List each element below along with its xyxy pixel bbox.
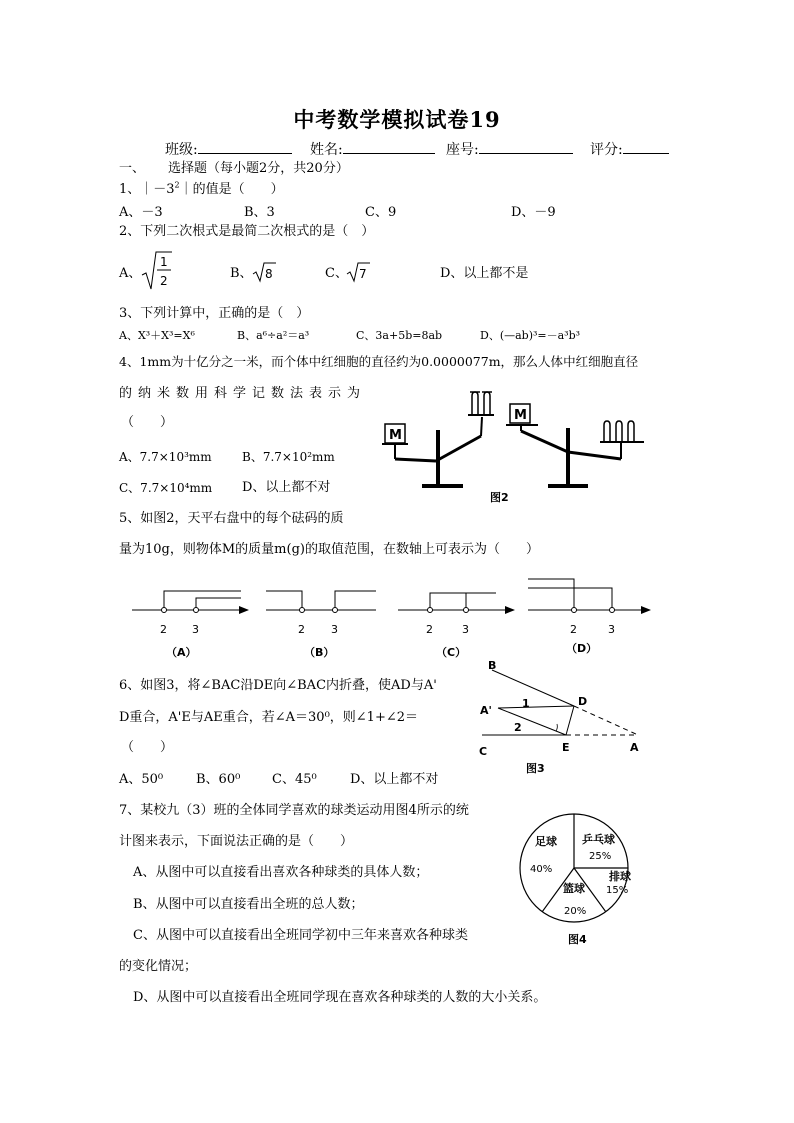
pie-pct-basketball: 20% bbox=[564, 906, 587, 917]
svg-text:A': A' bbox=[480, 704, 492, 717]
q7-option-c-cont: 的变化情况； bbox=[119, 959, 198, 974]
q1-option-d[interactable]: D、－9 bbox=[511, 205, 556, 220]
svg-text:（D）: （D） bbox=[566, 642, 598, 655]
q4-option-a[interactable]: A、7.7×10³mm bbox=[119, 450, 212, 464]
q6-option-b[interactable]: B、60⁰ bbox=[196, 772, 241, 787]
svg-text:2: 2 bbox=[570, 623, 577, 636]
q2-option-a[interactable]: A、 bbox=[119, 266, 142, 281]
svg-text:（B）: （B） bbox=[304, 646, 335, 659]
class-field[interactable]: 班级: bbox=[165, 139, 292, 159]
svg-text:8: 8 bbox=[265, 267, 273, 281]
q3-option-a[interactable]: A、X³＋X³=X⁶ bbox=[119, 329, 195, 342]
svg-text:D: D bbox=[578, 695, 588, 708]
q1-option-b[interactable]: B、3 bbox=[244, 205, 275, 220]
svg-text:2: 2 bbox=[298, 623, 305, 636]
q4-line1: 4、1mm为十亿分之一米，而个体中红细胞的直径约为0.0000077m，那么人体中红细胞直径 bbox=[119, 354, 639, 369]
section-number: 一、 bbox=[119, 161, 146, 176]
svg-text:2: 2 bbox=[514, 721, 522, 734]
q7-option-a[interactable]: A、从图中可以直接看出喜欢各种球类的具体人数； bbox=[133, 865, 429, 880]
svg-text:3: 3 bbox=[331, 623, 338, 636]
svg-text:2: 2 bbox=[426, 623, 433, 636]
q6-option-d[interactable]: D、以上都不对 bbox=[350, 772, 439, 787]
q7-option-b[interactable]: B、从图中可以直接看出全班的总人数； bbox=[133, 897, 364, 912]
pie-pct-pingpong: 25% bbox=[589, 851, 612, 862]
figure-3-label: 图3 bbox=[526, 762, 545, 775]
q6-paren: （ ） bbox=[121, 740, 174, 755]
q4-option-c[interactable]: C、7.7×10⁴mm bbox=[119, 481, 213, 495]
name-field[interactable]: 姓名: bbox=[310, 139, 435, 159]
q6-option-c[interactable]: C、45⁰ bbox=[272, 772, 317, 787]
q2-a-sqrt-fraction bbox=[140, 249, 174, 293]
q7-option-c[interactable]: C、从图中可以直接看出全班同学初中三年来喜欢各种球类 bbox=[133, 928, 468, 943]
figure-3-fold bbox=[476, 658, 656, 776]
q1-stem: 1、$|-3^2|$的值是（ ） bbox=[119, 180, 284, 197]
q7-line1: 7、某校九（3）班的全体同学喜欢的球类运动用图4所示的统 bbox=[119, 803, 469, 818]
pie-label-basketball: 篮球 bbox=[563, 882, 585, 895]
q6-option-a[interactable]: A、50⁰ bbox=[119, 772, 164, 787]
q2-a-numerator: 1 bbox=[160, 255, 168, 269]
q3-stem: 3、下列计算中，正确的是（ ） bbox=[119, 306, 310, 321]
figure-4-label: 图4 bbox=[568, 933, 587, 946]
svg-text:3: 3 bbox=[192, 623, 199, 636]
q3-option-b[interactable]: B、a⁶÷a²＝a³ bbox=[237, 329, 310, 342]
q6-line1: 6、如图3，将∠BAC沿DE向∠BAC内折叠，使AD与A' bbox=[119, 678, 437, 693]
q7-option-d[interactable]: D、从图中可以直接看出全班同学现在喜欢各种球类的人数的大小关系。 bbox=[133, 990, 547, 1005]
number-line-d bbox=[528, 579, 650, 655]
q5-line2: 量为10g，则物体M的质量m(g)的取值范围，在数轴上可表示为（ ） bbox=[119, 542, 539, 557]
number-line-options bbox=[126, 574, 656, 662]
section-heading: 选择题（每小题2分，共20分） bbox=[168, 161, 349, 176]
q1-option-c[interactable]: C、9 bbox=[365, 205, 397, 220]
q3-option-d[interactable]: D、(—ab)³=－a³b³ bbox=[480, 329, 581, 342]
pie-label-pingpong: 乒乓球 bbox=[582, 833, 615, 846]
svg-text:（A）: （A） bbox=[166, 646, 197, 659]
svg-text:3: 3 bbox=[608, 623, 615, 636]
q1-option-a[interactable]: A、－3 bbox=[119, 205, 163, 220]
q4-line2: 的纳米数用科学记数法表示为 bbox=[119, 386, 367, 401]
q6-line2: D重合，A'E与AE重合，若∠A＝30⁰，则∠1+∠2＝ bbox=[119, 710, 419, 725]
svg-text:E: E bbox=[562, 741, 570, 754]
q2-option-c[interactable]: C、 bbox=[325, 266, 348, 281]
figure-4-pie bbox=[506, 810, 656, 950]
svg-text:2: 2 bbox=[160, 623, 167, 636]
pie-pct-volleyball: 15% bbox=[606, 885, 629, 896]
figure-2-label: 图2 bbox=[490, 491, 509, 504]
svg-text:7: 7 bbox=[359, 267, 367, 281]
pie-pct-football: 40% bbox=[530, 864, 553, 875]
number-line-a bbox=[132, 591, 248, 659]
svg-text:（C）: （C） bbox=[436, 646, 467, 659]
number-line-c bbox=[398, 593, 514, 659]
q2-b-sqrt bbox=[251, 261, 277, 283]
q4-option-b[interactable]: B、7.7×10²mm bbox=[242, 450, 335, 464]
svg-text:1: 1 bbox=[522, 697, 530, 710]
svg-text:B: B bbox=[488, 659, 497, 672]
svg-text:3: 3 bbox=[462, 623, 469, 636]
number-line-b bbox=[266, 591, 376, 659]
q4-option-d[interactable]: D、以上都不对 bbox=[242, 480, 331, 495]
score-field[interactable]: 评分: bbox=[590, 139, 669, 159]
q3-option-c[interactable]: C、3a+5b=8ab bbox=[356, 329, 443, 342]
svg-text:M: M bbox=[389, 428, 402, 443]
q4-paren: （ ） bbox=[121, 415, 174, 430]
q2-option-d[interactable]: D、以上都不是 bbox=[440, 266, 529, 281]
q5-line1: 5、如图2，天平右盘中的每个砝码的质 bbox=[119, 511, 344, 526]
page-title: 中考数学模拟试卷19 bbox=[293, 107, 501, 132]
q7-line2: 计图来表示，下面说法正确的是（ ） bbox=[119, 834, 354, 849]
seat-field[interactable]: 座号: bbox=[446, 139, 573, 159]
figure-2-balances bbox=[378, 384, 650, 506]
q2-c-sqrt bbox=[345, 261, 371, 283]
svg-text:A: A bbox=[630, 741, 639, 754]
svg-text:M: M bbox=[514, 408, 527, 423]
q2-stem: 2、下列二次根式是最简二次根式的是（ ） bbox=[119, 224, 375, 239]
q2-a-denominator: 2 bbox=[160, 274, 168, 288]
right-balance bbox=[506, 421, 644, 486]
pie-label-football: 足球 bbox=[535, 835, 557, 848]
svg-text:C: C bbox=[479, 745, 488, 758]
pie-label-volleyball: 排球 bbox=[609, 870, 631, 883]
q2-option-b[interactable]: B、 bbox=[230, 266, 253, 281]
